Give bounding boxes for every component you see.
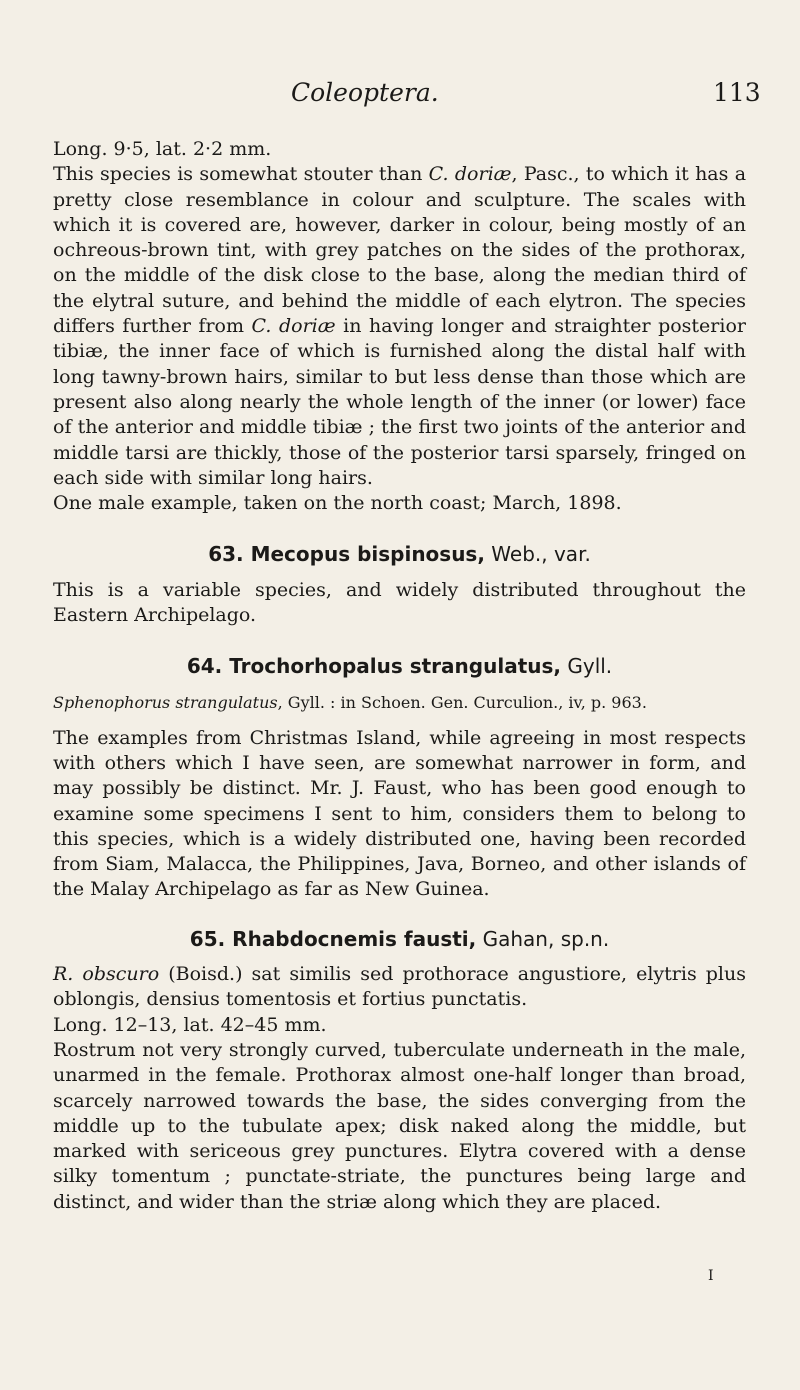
citation: , Gyll. : in Schoen. Gen. Curculion., iv, p. 963. (277, 692, 647, 712)
heading-title: 64. Trochorhopalus strangulatus, (186, 654, 561, 679)
synonym-name: Sphenophorus strangulatus (53, 692, 278, 712)
paragraph-63: This is a variable species, and widely distributed throughout the Eastern Archipelago. (53, 578, 746, 627)
text-run: This species is somewhat stouter than (53, 163, 429, 186)
paragraph-62-record: One male example, taken on the north coast; March, 1898. (53, 492, 622, 515)
paragraph-62-description (53, 162, 746, 491)
heading-author: Gahan, sp.n. (476, 926, 610, 951)
signature-mark: I (708, 1268, 714, 1284)
heading-title: 65. Rhabdocnemis fausti, (189, 926, 477, 951)
text-run: (Boisd.) sat similis sed prothorace angustiore, elytris plus oblongis, densius tomentosis et fortius punctatis. (53, 963, 746, 1011)
heading-65 (53, 927, 746, 952)
species-name: R. obscuro (53, 963, 160, 986)
running-head (0, 78, 800, 118)
paragraph-65-description: Rostrum not very strongly curved, tuberculate underneath in the male, unarmed in the female. Prothorax almost one-half longer than broad, scarcely narrowed towards the base, the sides converging from the middle up to the tubulate apex; disk naked along the middle, but marked with sericeous grey punctures. Elytra covered with a dense silky tomentum ; punctate-striate, the punctures being large and distinct, and wider than the striæ along which they are placed. (53, 1038, 746, 1213)
heading-title: 63. Mecopus bispinosus, (208, 542, 485, 567)
running-title: Coleoptera. (291, 78, 439, 107)
heading-author: Web., var. (484, 542, 591, 567)
text-run: , Pasc., to which it has a pretty close resemblance in colour and sculpture. The scales with which it is covered are, however, darker in colour, being mostly of an ochreous-brown tint, with grey patches on the sides of the prothorax, on the middle of the disk close to the base, along the median third of the elytral suture, and behind the middle of each elytron. The species differs further from (53, 163, 747, 338)
paragraph-65-diagnosis (53, 962, 746, 1013)
heading-63 (53, 542, 746, 567)
measurement-62: Long. 9·5, lat. 2·2 mm. (53, 138, 272, 160)
measurement-65: Long. 12–13, lat. 42–45 mm. (53, 1013, 327, 1036)
page-number: 113 (713, 78, 761, 107)
text-run: in having longer and straighter posterior tibiæ, the inner face of which is furnished along the distal half with long tawny-brown hairs, similar to but less dense than those which are present also along nearly the whole length of the inner (or lower) face of the anterior and middle tibiæ ; the first two joints of the anterior and middle tarsi are thickly, those of the posterior tarsi sparsely, fringed on each side with similar long hairs. (53, 315, 746, 489)
heading-64 (53, 654, 746, 679)
paragraph-64: The examples from Christmas Island, while agreeing in most respects with others which I have seen, are somewhat narrower in form, and may possibly be distinct. Mr. J. Faust, who has been good enough to examine some specimens I sent to him, considers them to belong to this species, which is a widely distributed one, having been recorded from Siam, Malacca, the Philippines, Java, Borneo, and other islands of the Malay Archipelago as far as New Guinea. (53, 726, 746, 901)
synonymy-64 (53, 692, 746, 714)
species-name: C. doriæ (251, 315, 336, 338)
text-body (53, 137, 746, 1215)
species-name: C. doriæ (428, 163, 512, 186)
heading-author: Gyll. (561, 654, 613, 679)
